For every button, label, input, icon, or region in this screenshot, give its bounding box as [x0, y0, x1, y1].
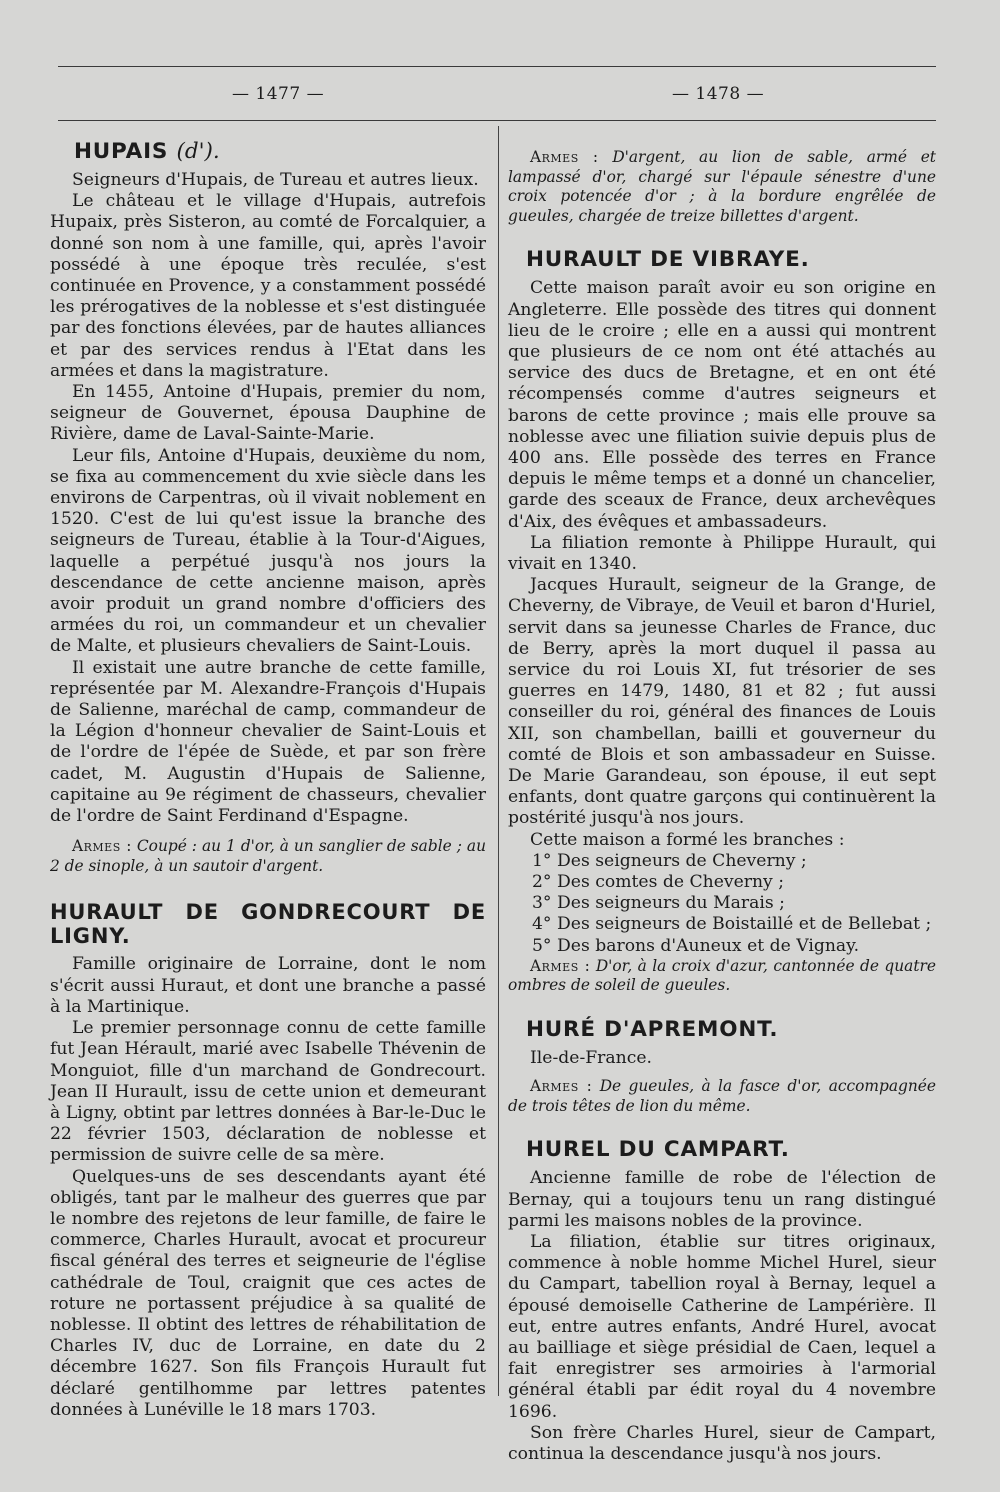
paragraph: Jacques Hurault, seigneur de la Grange, de Cheverny, de Vibraye, de Veuil et baron d'Huriel, servit dans sa jeunesse Charles de France, duc de Berry, après la mort duquel il passa au service du roi Louis XI, fut trésorier de ses guerres en 1479, 1480, 81 et 82 ; fut aussi conseiller du roi, général des finances de Louis XII, son chambellan, bailli et gouverneur du comté de Blois et son ambassadeur en Suisse. De Marie Garandeau, son épouse, il eut sept enfants, dont quatre garçons qui continuèrent la postérité jusqu'à nos jours. [508, 575, 936, 829]
armes-blazon [508, 148, 936, 226]
paragraph: Ancienne famille de robe de l'élection de Bernay, qui a toujours tenu un rang distingué parmi les maisons nobles de la province. [508, 1168, 936, 1231]
entry-title-text: HUPAIS [74, 139, 169, 164]
armes-text: Coupé : au 1 d'or, à un sanglier de sable ; au 2 de sinople, à un sautoir d'argent. [50, 837, 486, 875]
left-column [50, 140, 486, 1421]
entry-hurault-vibraye [508, 248, 936, 996]
armes-text: D'argent, au lion de sable, armé et lampassé d'or, chargé sur l'épaule sénestre d'une croix potencée d'or ; à la bordure engrêlée de gueules, chargée de treize billettes d'argent. [508, 148, 936, 225]
armes-text: De gueules, à la fasce d'or, accompagnée de trois têtes de lion du même. [508, 1077, 936, 1115]
paragraph: Son frère Charles Hurel, sieur de Campart, continua la descendance jusqu'à nos jours. [508, 1422, 936, 1465]
branch-item: 2° Des comtes de Cheverny ; [532, 872, 785, 893]
entry-title: HUREL DU CAMPART. [526, 1137, 790, 1163]
page-number-left: — 1477 — [232, 84, 325, 104]
paragraph: Le premier personnage connu de cette famille fut Jean Hérault, marié avec Isabelle Thévenin de Monguiot, fille d'un marchand de Gondrecourt. Jean II Hurault, issu de cette union et demeurant à Ligny, obtint par lettres données à Bar-le-Duc le 22 février 1503, déclaration de noblesse et permission de suivre celle de sa mère. [50, 1018, 486, 1166]
armes-label: Armes : [72, 837, 132, 856]
entry-hupais [50, 140, 486, 876]
entry-title [74, 140, 486, 164]
armes-text: D'or, à la croix d'azur, cantonnée de quatre ombres de soleil de gueules. [508, 956, 936, 995]
column-divider [498, 126, 499, 1396]
paragraph: La filiation remonte à Philippe Hurault, qui vivait en 1340. [508, 532, 936, 575]
branch-item: 4° Des seigneurs de Boistaillé et de Bellebat ; [532, 914, 932, 935]
entry-title: HURAULT DE GONDRECOURT DE LIGNY. [50, 900, 486, 949]
armes-blazon [508, 957, 936, 996]
paragraph: Seigneurs d'Hupais, de Tureau et autres lieux. [72, 170, 479, 190]
top-rule [58, 66, 936, 67]
armes-label: Armes : [530, 1077, 593, 1096]
armes-label: Armes : [530, 956, 591, 975]
entry-title-particle: (d'). [176, 139, 220, 164]
paragraph: Le château et le village d'Hupais, autrefois Hupaix, près Sisteron, au comté de Forcalquier, a donné son nom à une famille, qui, après l'avoir possédé à une époque très reculée, s'est continuée en Provence, y a constamment possédé les prérogatives de la noblesse et s'est distinguée par des fonctions élevées, par de hautes alliances et par des services rendus à l'Etat dans les armées et dans la magistrature. [50, 191, 486, 381]
paragraph: En 1455, Antoine d'Hupais, premier du nom, seigneur de Gouvernet, épousa Dauphine de Rivière, dame de Laval-Sainte-Marie. [50, 382, 486, 445]
paragraph: Quelques-uns de ses descendants ayant été obligés, tant par le malheur des guerres que par le nombre des rejetons de leur famille, de faire le commerce, Charles Hurault, avocat et procureur fiscal général des terres et seigneurie de l'église cathédrale de Toul, craignit que ces actes de roture ne portassent préjudice à sa qualité de noblesse. Il obtint des lettres de réhabilitation de Charles IV, duc de Lorraine, en date du 2 décembre 1627. Son fils François Hurault fut déclaré gentilhomme par lettres patentes données à Lunéville le 18 mars 1703. [50, 1166, 486, 1420]
entry-subtitle: Ile-de-France. [530, 1048, 652, 1069]
paragraph: Leur fils, Antoine d'Hupais, deuxième du nom, se fixa au commencement du xvie siècle dans les environs de Carpentras, où il vivait noblement en 1520. C'est de lui qu'est issue la branche des seigneurs de Tureau, établie à la Tour-d'Aigues, laquelle a perpétué jusqu'à nos jours la descendance de cette ancienne maison, après avoir produit un grand nombre d'officiers des armées du roi, un commandeur et un chevalier de Malte, et plusieurs chevaliers de Saint-Louis. [50, 445, 486, 657]
right-column [508, 148, 936, 1465]
entry-title: HURAULT DE VIBRAYE. [526, 247, 810, 273]
armes-blazon [50, 837, 486, 876]
paragraph: Il existait une autre branche de cette famille, représentée par M. Alexandre-François d'Hupais de Salienne, maréchal de camp, commandeur de la Légion d'honneur chevalier de Saint-Louis et de l'ordre de l'épée de Suède, et par son frère cadet, M. Augustin d'Hupais de Salienne, capitaine au 9e régiment de chasseurs, chevalier de l'ordre de Saint Ferdinand d'Espagne. [50, 657, 486, 827]
entry-hure-apremont [508, 1018, 936, 1116]
branch-item: 3° Des seigneurs du Marais ; [532, 893, 785, 914]
page-number-right: — 1478 — [672, 84, 765, 104]
paragraph: Cette maison paraît avoir eu son origine en Angleterre. Elle possède des titres qui donnent lieu de le croire ; elle en a aussi qui montrent que plusieurs de ce nom ont été attachés au service des ducs de Bretagne, et en ont été récompensés comme d'autres seigneurs et barons de cette province ; mais elle prouve sa noblesse avec une filiation suivie depuis plus de 400 ans. Elle possède des terres en France depuis le même temps et a donné un chancelier, garde des sceaux de France, deux archevêques d'Aix, des évêques et ambassadeurs. [508, 278, 936, 532]
header-rule [58, 120, 936, 121]
paragraph: La filiation, établie sur titres originaux, commence à noble homme Michel Hurel, sieur du Campart, tabellion royal à Bernay, lequel a épousé demoiselle Catherine de Lampérière. Il eut, entre autres enfants, André Hurel, avocat au bailliage et siège présidial de Caen, lequel a fait enregistrer ses armoiries à l'armorial général établi par édit royal du 4 novembre 1696. [508, 1232, 936, 1422]
armes-blazon [508, 1077, 936, 1116]
branch-item: 5° Des barons d'Auneux et de Vignay. [532, 935, 860, 956]
paragraph: Famille originaire de Lorraine, dont le nom s'écrit aussi Huraut, et dont une branche a passé à la Martinique. [50, 954, 486, 1017]
armes-label: Armes : [530, 148, 599, 166]
entry-hurault-gondrecourt [50, 900, 486, 1420]
paragraph: Cette maison a formé les branches : [530, 829, 845, 850]
entry-title: HURÉ D'APREMONT. [526, 1017, 779, 1043]
branch-item: 1° Des seigneurs de Cheverny ; [532, 850, 807, 871]
entry-hurel-campart [508, 1138, 936, 1465]
